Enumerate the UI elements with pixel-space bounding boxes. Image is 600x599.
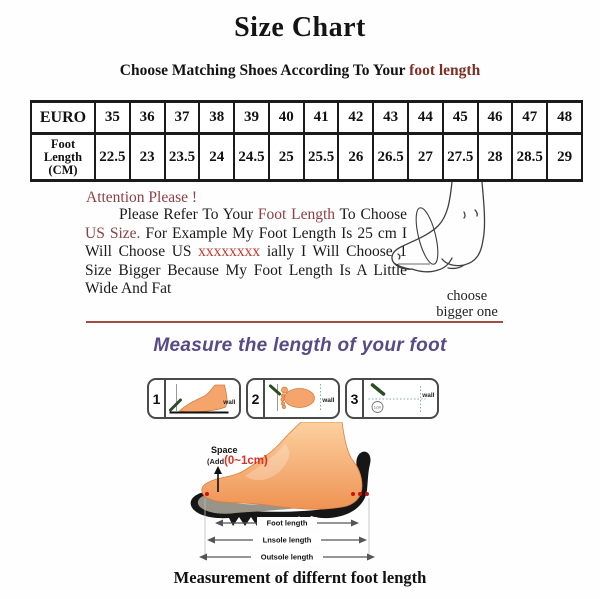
- foot-length-header: Foot Length (CM): [31, 134, 95, 181]
- measure-heading: Measure the length of your foot: [153, 335, 447, 356]
- euro-size-cell: 38: [199, 102, 234, 134]
- attention-paragraph: [85, 206, 407, 299]
- space-label: Space: [211, 445, 238, 455]
- euro-size-cell: 44: [408, 102, 443, 134]
- attention-segment-foot-length: Foot Length: [257, 206, 336, 223]
- step-number: 3: [347, 380, 364, 417]
- marker-pen-icon: [171, 400, 181, 410]
- attention-segment: For Example My Foot Length Is 25 cm I Will Choose US: [85, 224, 408, 260]
- euro-size-cell: 45: [443, 102, 478, 134]
- euro-size-cell: 40: [269, 102, 304, 134]
- euro-size-cell: 37: [165, 102, 200, 134]
- foot-length-cell: 26: [338, 134, 373, 181]
- foot-side-icon: [180, 385, 228, 412]
- euro-size-cell: 47: [512, 102, 547, 134]
- step-number: 2: [248, 380, 265, 417]
- foot-length-cell: 28.5: [512, 134, 547, 181]
- attention-segment: ially I Will Choose 1 Size Bigger Because My Foot Length Is A Little Wide And Fat: [85, 243, 407, 297]
- subtitle-highlight: foot length: [409, 62, 481, 79]
- euro-size-cell: 35: [95, 102, 130, 134]
- foot-length-row: [31, 134, 582, 181]
- foot-length-cell: 24.5: [234, 134, 269, 181]
- foot-length-cell: 24: [199, 134, 234, 181]
- wall-label: wall: [322, 397, 335, 404]
- euro-row: [31, 102, 582, 134]
- measure-step-2: [246, 378, 340, 419]
- foot-length-cell: 28: [478, 134, 513, 181]
- wall-label: wall: [422, 392, 435, 399]
- measure-step-1: [147, 378, 241, 419]
- euro-size-cell: 43: [373, 102, 408, 134]
- euro-header: EURO: [31, 102, 95, 134]
- attention-segment: To Choose: [335, 206, 407, 223]
- wall-label: wall: [223, 399, 236, 406]
- euro-size-cell: 39: [234, 102, 269, 134]
- subtitle-text: Choose Matching Shoes According To Your: [119, 62, 410, 79]
- euro-size-cell: 42: [338, 102, 373, 134]
- attention-segment: Please Refer To Your: [119, 206, 258, 223]
- space-value-label: (0~1cm): [224, 455, 268, 467]
- outsole-length-label: Outsole length: [260, 552, 314, 562]
- foot-length-cell: 29: [547, 134, 582, 181]
- footprint-icon: [281, 387, 315, 409]
- foot-measuring-sketch-illustration: [390, 182, 565, 302]
- foot-length-cell: 27.5: [443, 134, 478, 181]
- euro-size-cell: 46: [478, 102, 513, 134]
- foot-length-cell: 26.5: [373, 134, 408, 181]
- marker-pen-icon: [271, 386, 280, 394]
- foot-length-cell: 25.5: [304, 134, 339, 181]
- measure-step-3: [345, 378, 439, 419]
- measure-steps: [147, 378, 439, 419]
- foot-length-label: Foot length: [266, 518, 308, 528]
- subtitle: [0, 62, 600, 80]
- choose-bigger-note: choose bigger one: [436, 288, 498, 320]
- foot-length-cell: 25: [269, 134, 304, 181]
- foot-length-cell: 22.5: [95, 134, 130, 181]
- euro-size-cell: 48: [547, 102, 582, 134]
- foot-length-cell: 27: [408, 134, 443, 181]
- step-number: 1: [149, 380, 166, 417]
- page-title: Size Chart: [234, 12, 366, 43]
- foot-length-cell: 23.5: [165, 134, 200, 181]
- attention-segment-xxx: xxxxxxxx: [198, 243, 261, 260]
- euro-size-cell: 36: [130, 102, 165, 134]
- measure-step-2-illustration: [265, 380, 338, 417]
- attention-heading: Attention Please !: [86, 189, 198, 206]
- separator-line: [86, 321, 503, 323]
- euro-size-cell: 41: [304, 102, 339, 134]
- size-chart-table: [30, 100, 583, 182]
- attention-segment-us-size: US Size.: [85, 224, 141, 242]
- circle-label: 1cm: [373, 404, 382, 410]
- bottom-caption: Measurement of differnt foot length: [173, 568, 427, 587]
- foot-length-diagram-illustration: [185, 422, 390, 567]
- marker-pen-icon: [373, 385, 384, 394]
- space-add-label: (Add(0~1cm): [207, 455, 268, 467]
- measure-step-3-illustration: [364, 380, 437, 417]
- foot-length-cell: 23: [130, 134, 165, 181]
- insole-length-label: Lnsole length: [262, 535, 312, 545]
- measure-step-1-illustration: [166, 380, 239, 417]
